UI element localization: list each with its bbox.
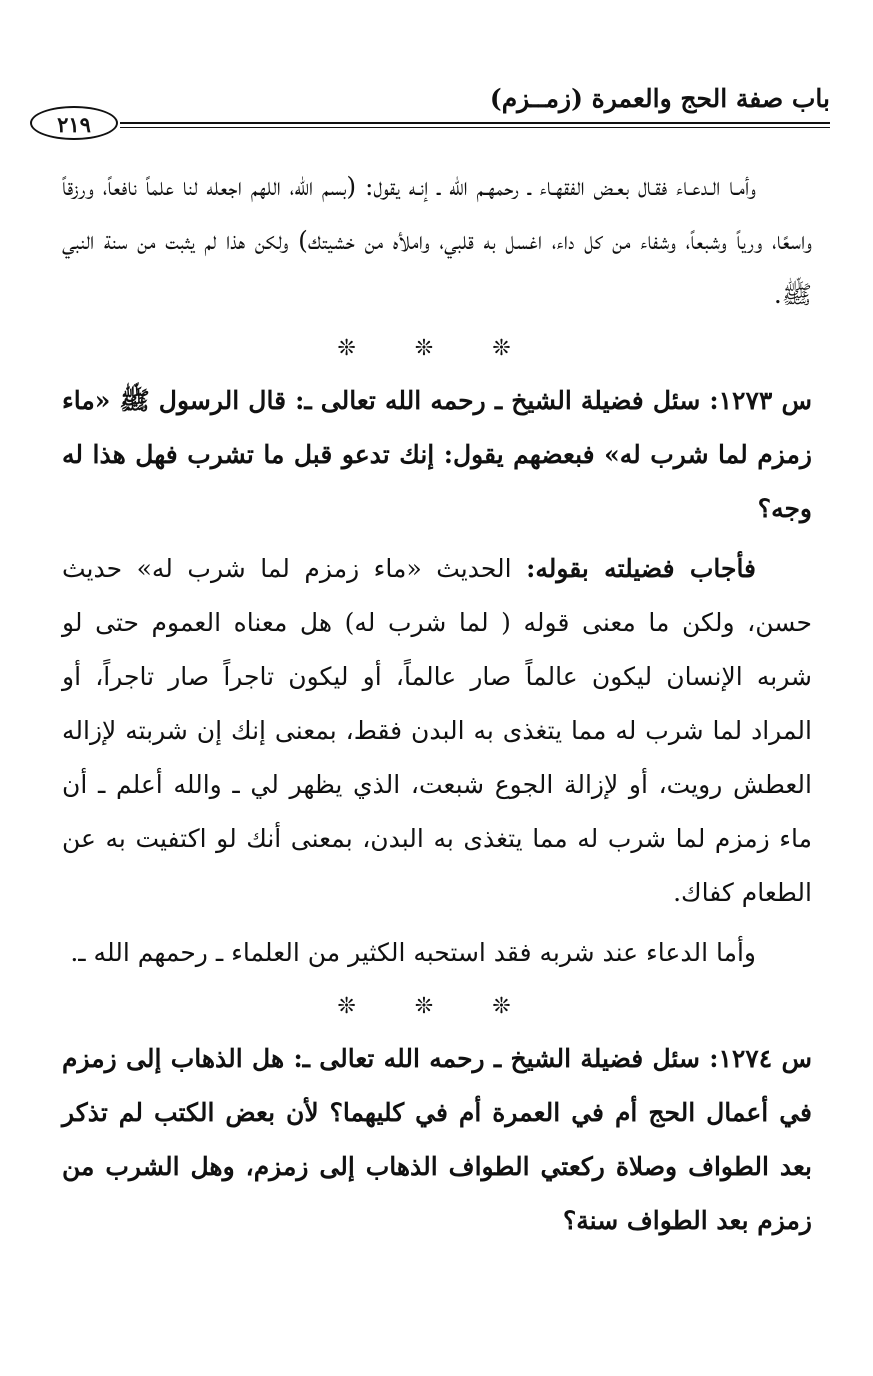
section-separator: ❊ ❊ ❊ bbox=[337, 336, 537, 361]
running-header bbox=[30, 84, 830, 137]
page-number: ٢١٩ bbox=[30, 106, 118, 140]
question-text: سئل فضيلة الشيخ ـ رحمه الله تعالى ـ: هل الذهاب إلى زمزم في أعمال الحج أم في العمرة أم في كليهما؟ لأن بعض الكتب لم تذكر بعد الطواف وصلاة ركعتي الطواف الذهاب إلى زمزم، وهل الشرب من زمزم بعد الطواف سنة؟ bbox=[62, 1044, 812, 1235]
answer-text: الحديث «ماء زمزم لما شرب له» حديث حسن، ولكن ما معنى قوله ( لما شرب له) هل معناه العموم حتى لو شربه الإنسان ليكون عالماً صار عالماً، أو ليكون تاجراً صار تاجراً، أو المراد لما شرب له مما يتغذى به البدن فقط، بمعنى إنك إن شربته لإزاله العطش رويت، أو لإزالة الجوع شبعت، الذي يظهر لي ـ والله أعلم ـ أن ماء زمزم لما شرب له مما يتغذى به البدن، بمعنى أنك لو اكتفيت به عن الطعام كفاك. bbox=[62, 554, 812, 907]
section-separator: ❊ ❊ ❊ bbox=[337, 994, 537, 1019]
paragraph-dua-fuqaha: وأمـا الـدعـاء فقـال بعـض الفقهـاء ـ رحمهـم الله ـ إنـه يقول: (بسم الله، اللهم اجعله لنا علماً نافعاً، ورزقاً واسعًا، ورياً وشبعاً، وشفاء من كل داء، اغسل به قلبي، واملأه من خشيتك) ولكن هذا لم يثبت من سنة النبي ﷺ. bbox=[62, 172, 812, 309]
chapter-title: باب صفة الحج والعمرة (زمــزم) bbox=[489, 84, 830, 113]
paragraph-dua-shurb: وأما الدعاء عند شربه فقد استحبه الكثير من العلماء ـ رحمهم الله ـ. bbox=[70, 938, 756, 967]
question-text: سئل فضيلة الشيخ ـ رحمه الله تعالى ـ: قال الرسول ﷺ «ماء زمزم لما شرب له» فبعضهم يقول: إنك تدعو قبل ما تشرب فهل هذا له وجه؟ bbox=[62, 386, 812, 523]
question-1274 bbox=[62, 1032, 812, 1248]
answer-lead: فأجاب فضيلته بقوله: bbox=[526, 554, 757, 583]
question-1273 bbox=[62, 374, 812, 536]
question-number: س ١٢٧٤: bbox=[709, 1044, 812, 1073]
question-number: س ١٢٧٣: bbox=[709, 386, 812, 415]
header-rule-thin bbox=[120, 127, 830, 128]
page-body bbox=[62, 160, 812, 1248]
header-rule bbox=[120, 122, 830, 124]
answer-1273 bbox=[62, 542, 812, 920]
